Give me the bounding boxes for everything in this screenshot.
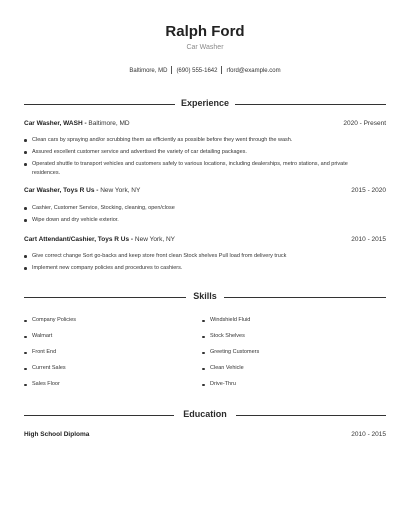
- bullet-dot: [202, 384, 205, 387]
- candidate-title: Car Washer: [186, 44, 224, 51]
- bullet-dot: [24, 320, 27, 323]
- contact-phone: (690) 555-1642: [176, 68, 218, 74]
- job-title: Car Washer, WASH -: [24, 120, 87, 127]
- contact-line: [0, 66, 410, 74]
- bullet-dot: [24, 163, 27, 166]
- bullet-dot: [24, 207, 27, 210]
- job-location: Baltimore, MD: [88, 120, 130, 127]
- skills-heading: Skills: [187, 291, 223, 301]
- job-entry: [24, 187, 386, 194]
- education-section-header: [24, 409, 386, 421]
- job-entry: [24, 120, 386, 127]
- job-dates: 2020 - Present: [343, 120, 386, 127]
- contact-location: Baltimore, MD: [129, 68, 168, 74]
- job-dates: 2010 - 2015: [351, 236, 386, 243]
- bullet-dot: [24, 384, 27, 387]
- bullet-dot: [24, 336, 27, 339]
- job-entry: [24, 236, 386, 243]
- education-dates: 2010 - 2015: [351, 431, 386, 438]
- contact-divider: [221, 66, 222, 74]
- candidate-name: Ralph Ford: [165, 23, 245, 40]
- bullet-dot: [24, 139, 27, 142]
- contact-divider: [171, 66, 172, 74]
- job-location: New York, NY: [100, 187, 141, 194]
- bullet-dot: [202, 368, 205, 371]
- bullet-dot: [24, 352, 27, 355]
- bullet-dot: [24, 151, 27, 154]
- job-title: Car Washer, Toys R Us -: [24, 187, 99, 194]
- bullet-dot: [24, 255, 27, 258]
- contact-email[interactable]: rford@example.com: [226, 68, 281, 74]
- degree: High School Diploma: [24, 431, 90, 438]
- education-entry: [24, 431, 386, 438]
- education-heading: Education: [177, 409, 233, 419]
- job-dates: 2015 - 2020: [351, 187, 386, 194]
- bullet-dot: [24, 368, 27, 371]
- resume-page: Ralph Ford Car Washer Baltimore, MD (690) 555-1642 rford@example.com Experience Car Washer, WASH - Baltimore, MD 2020 - Present Clean cars by spraying and/or scrubbing them as efficiently as possible before they went through the wash. Assured excellent customer service and advertised the variety of car detailing packages. Operated shuttle to transport vehicles and customers safely to various locations, including dealerships, metro stations, and private residences. Car Washer, Toys R Us - New York, NY 2015 - 2020 Cashier, Customer Service, Stocking, cleaning, open/close Wipe down and dry vehicle exterior. Cart Attendant/Cashier, Toys R Us - New York, NY 2010 - 2015 Give correct change Sort go-backs and keep store front clean Stock shelves Pull load from delivery truck Implement new company policies and procedures to cashiers. Skills Company Policies Walmart Front End Current Sales Sales Floor Windshield Fluid Stock Shelves Greeting Customers Clean Vehicle Drive-Thru Education High School Diploma 2010 - 2015: [0, 0, 410, 530]
- job-title: Cart Attendant/Cashier, Toys R Us -: [24, 236, 134, 243]
- bullet-dot: [202, 336, 205, 339]
- skills-section-header: [24, 291, 386, 303]
- bullet-dot: [202, 320, 205, 323]
- bullet-dot: [24, 219, 27, 222]
- experience-heading: Experience: [175, 98, 235, 108]
- experience-section-header: [24, 98, 386, 110]
- job-location: New York, NY: [134, 236, 175, 243]
- bullet-dot: [24, 267, 27, 270]
- bullet-dot: [202, 352, 205, 355]
